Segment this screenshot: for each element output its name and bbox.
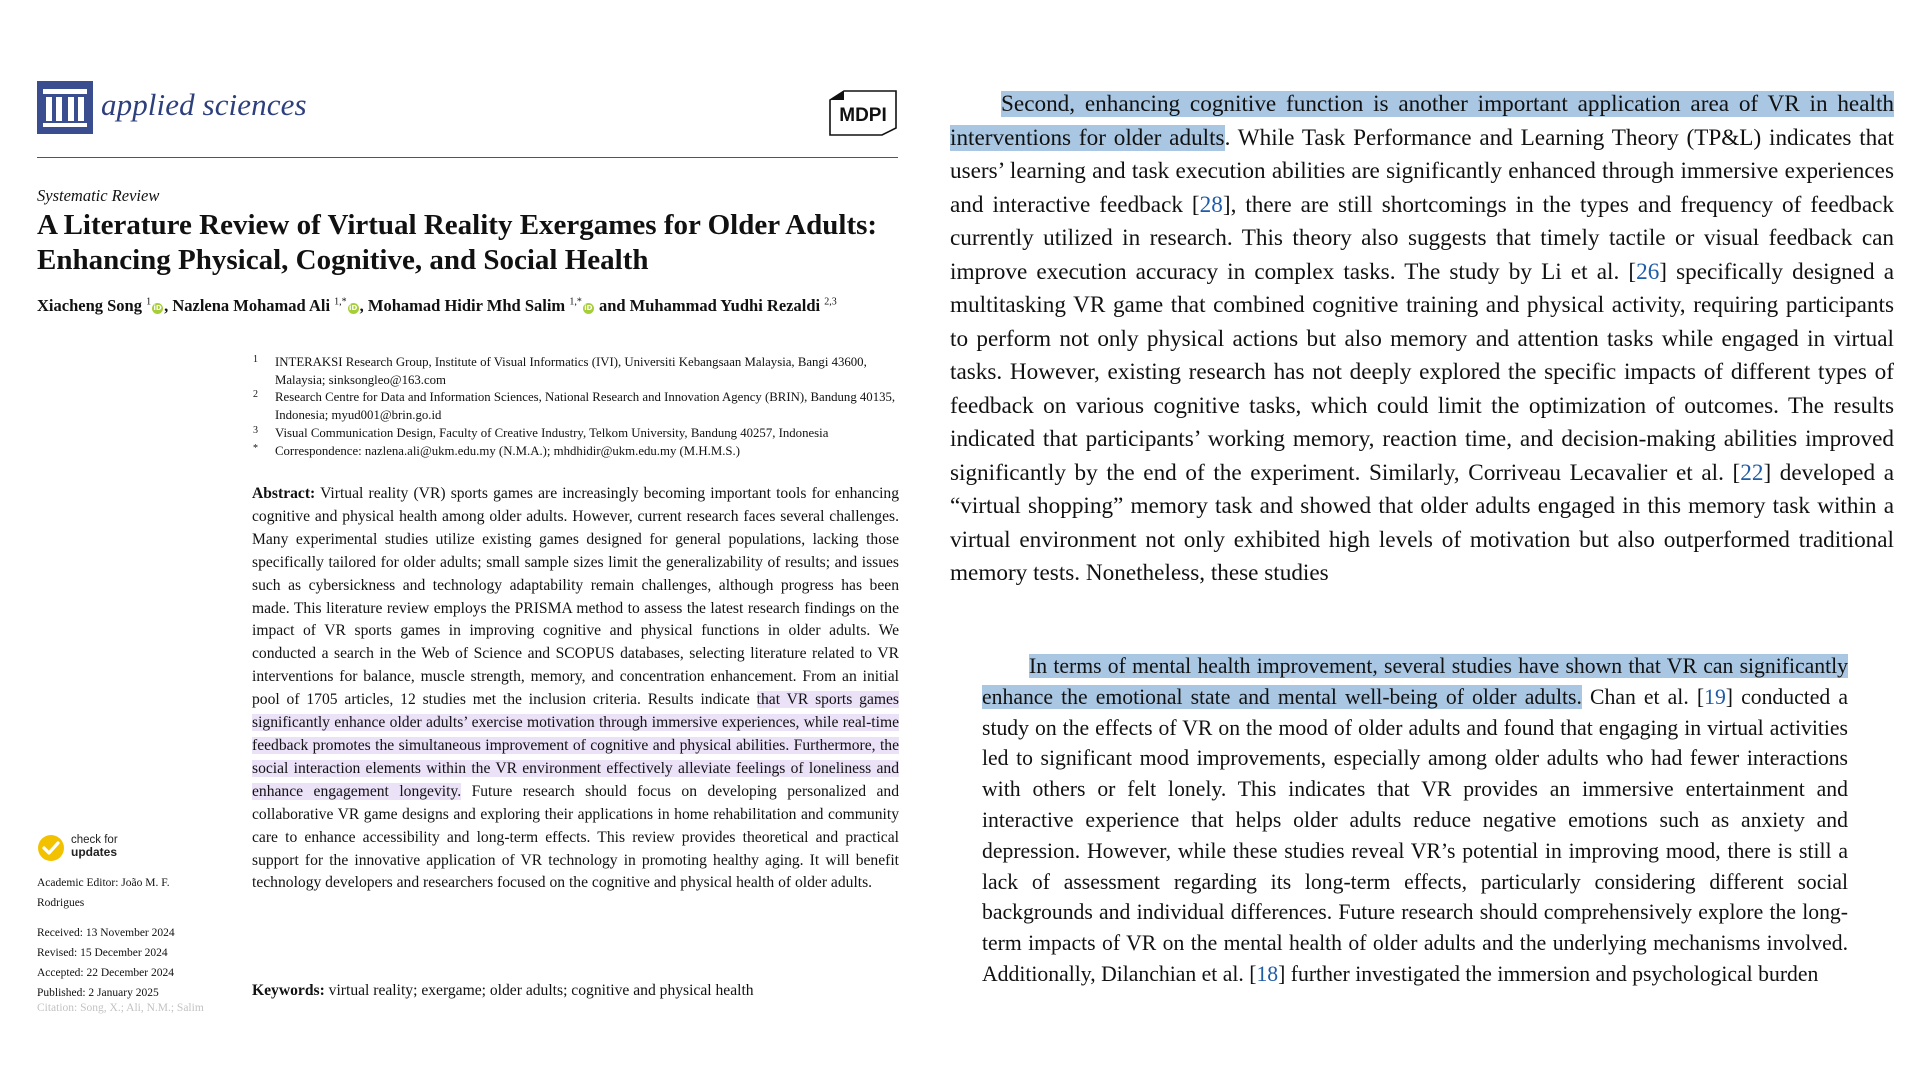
abstract	[252, 483, 899, 895]
and-word: and	[598, 296, 626, 315]
abstract-text: Virtual reality (VR) sports games are increasingly becoming important tools for enhancing cognitive and physical health among older adults. However, current research faces several challenges. Many experimental studies utilize existing games designed for general populations, lacking those specifically tailored for older adults; small sample sizes limit the generalizability of results; and issues such as cybersickness and technology adaptability remain challenges, although progress has been made. This literature review employs the PRISMA method to assess the latest research findings on the impact of VR sports games in improving cognitive and physical functions in older adults. We conducted a search in the Web of Science and SCOPUS databases, selecting literature related to VR interventions for balance, muscle strength, memory, and concentration enhancement. From an initial pool of 1705 articles, 12 studies met the inclusion criteria. Results indicate	[252, 485, 899, 709]
check-updates-line1: check for	[71, 834, 118, 846]
affiliation-item: 3 Visual Communication Design, Faculty of Creative Industry, Telkom University, Bandung 40257, Indonesia	[253, 424, 829, 440]
author-name[interactable]: Xiacheng Song $^1$	[37, 296, 152, 315]
journal-logo-icon	[37, 81, 93, 134]
published-date: Published: 2 January 2025	[37, 987, 159, 999]
check-updates-line2: updates	[71, 845, 118, 859]
abstract-label: Abstract:	[252, 485, 316, 502]
author-name[interactable]: Muhammad Yudhi Rezaldi $^{2,3}$	[629, 296, 837, 315]
abstract-highlight[interactable]: that VR sports games significantly enhance older adults’ exercise motivation through immersive experiences, while real-time feedback promotes the simultaneous improvement of cognitive and physical abilities. Furthermore, the social interaction elements within the VR environment effectively alleviate feelings of loneliness and enhance engagement longevity.	[252, 691, 899, 800]
author-list: Xiacheng Song $^1$iD , Nazlena Mohamad Ali $^{1,*}$iD , Mohamad Hidir Mhd Salim $^{1,*}$iD and Muhammad Yudhi Rezaldi $^{2,3}$	[37, 296, 837, 315]
body-paragraph-mental-health: In terms of mental health improvement, several studies have shown that VR can significantly enhance the emotional state and mental well-being of older adults. Chan et al. [19] conducted a study on the effects of VR on the mood of older adults and found that engaging in virtual activities led to significant mood improvements, especially among older adults who had fewer interactions with others or felt lonely. This indicates that VR provides an immersive entertainment and interactive experience that helps older adults reduce negative emotions such as anxiety and depression. However, while these studies reveal VR’s potential in improving mood, there is still a lack of assessment regarding its long-term effects, particularly considering different social backgrounds and individual differences. Future research should comprehensively explore the long-term impacts of VR on the mental health of older adults and the underlying mechanisms involved. Additionally, Dilanchian et al. [18] further investigated the immersion and psychological burden	[982, 654, 1848, 986]
article-metadata	[37, 873, 197, 1003]
author-name[interactable]: Mohamad Hidir Mhd Salim $^{1,*}$	[367, 296, 582, 315]
publisher-name: MDPI	[839, 105, 887, 126]
orcid-icon[interactable]: iD	[153, 304, 162, 312]
academic-editor: Academic Editor: João M. F. Rodrigues	[37, 877, 170, 909]
body-paragraph-cognitive: Second, enhancing cognitive function is another important application area of VR in health interventions for older adults. While Task Performance and Learning Theory (TP&L) indicates that users’ learning and task execution abilities are significantly enhanced through immersive experiences and interactive feedback [28], there are still shortcomings in the types and frequency of feedback currently utilized in research. This theory also suggests that timely tactile or visual feedback can improve execution accuracy in complex tasks. The study by Li et al. [26] specifically designed a multitasking VR game that combined cognitive training and physical activity, requiring participants to perform not only physical actions but also memory and attention tasks while engaged in virtual tasks. However, existing research has not deeply explored the specific impacts of different types of feedback on various cognitive tasks, which could limit the optimization of outcomes. The results indicated that participants’ working memory, reaction time, and decision-making abilities improved significantly by the end of the experiment. Similarly, Corriveau Lecavalier et al. [22] developed a “virtual shopping” memory task and showed that older adults engaged in this memory task within a virtual environment not only exhibited high levels of motivation but also outperformed traditional memory tests. Nonetheless, these studies	[950, 91, 1895, 586]
check-for-updates-button[interactable]	[37, 832, 157, 864]
article-type: Systematic Review	[37, 186, 160, 205]
keywords-text: virtual reality; exergame; older adults; cognitive and physical health	[328, 982, 754, 999]
header-divider	[37, 157, 898, 158]
keywords-label: Keywords:	[252, 982, 325, 999]
citation-link[interactable]: 28	[1199, 191, 1223, 218]
citation-link[interactable]: 26	[1636, 258, 1660, 285]
citation-faded: Citation: Song, X.; Ali, N.M.; Salim	[37, 1002, 204, 1014]
orcid-icon[interactable]: iD	[349, 304, 358, 312]
orcid-icon[interactable]: iD	[584, 304, 593, 312]
correspondence: * Correspondence: nazlena.ali@ukm.edu.my (N.M.A.); mhdhidir@ukm.edu.my (M.H.M.S.)	[253, 442, 740, 458]
citation-link[interactable]: 22	[1740, 459, 1764, 486]
revised-date: Revised: 15 December 2024	[37, 947, 168, 959]
affiliation-item: 2 Research Centre for Data and Information Sciences, National Research and Innovation Agency (BRIN), Bandung 40135, Indonesia; myud001@brin.go.id	[253, 389, 896, 423]
received-date: Received: 13 November 2024	[37, 927, 175, 939]
keywords	[252, 982, 899, 1000]
affiliation-item: 1 INTERAKSI Research Group, Institute of Visual Informatics (IVI), Universiti Kebangsaan Malaysia, Bangi 43600, Malaysia; sinksongleo@163.com	[253, 354, 867, 387]
accepted-date: Accepted: 22 December 2024	[37, 967, 174, 979]
affiliations	[250, 354, 900, 460]
publisher-logo-icon	[826, 88, 898, 136]
citation-link[interactable]: 19	[1704, 684, 1726, 709]
check-updates-icon	[37, 834, 65, 862]
author-name[interactable]: Nazlena Mohamad Ali $^{1,*}$	[172, 296, 347, 315]
abstract-text: Future research should focus on developing personalized and collaborative VR game designs and exploring their applications in home rehabilitation and community care to enhance accessibility and long-term effects. This review provides theoretical and practical support for the innovative application of VR technology in promoting healthy aging. It will benefit technology developers and researchers focused on the cognitive and physical health of older adults.	[252, 782, 899, 892]
highlighted-text[interactable]: In terms of mental health improvement, several studies have shown that VR can significantly enhance the emotional state and mental well-being of older adults.	[982, 654, 1848, 709]
paper-title: A Literature Review of Virtual Reality Exergames for Older Adults: Enhancing Physical, Cognitive, and Social Health	[37, 209, 878, 276]
citation-link[interactable]: 18	[1256, 961, 1279, 986]
highlighted-text[interactable]: Second, enhancing cognitive function is another important application area of VR in health interventions for older adults	[950, 91, 1894, 151]
publisher-logo	[826, 88, 898, 136]
journal-name: applied sciences	[101, 87, 307, 122]
